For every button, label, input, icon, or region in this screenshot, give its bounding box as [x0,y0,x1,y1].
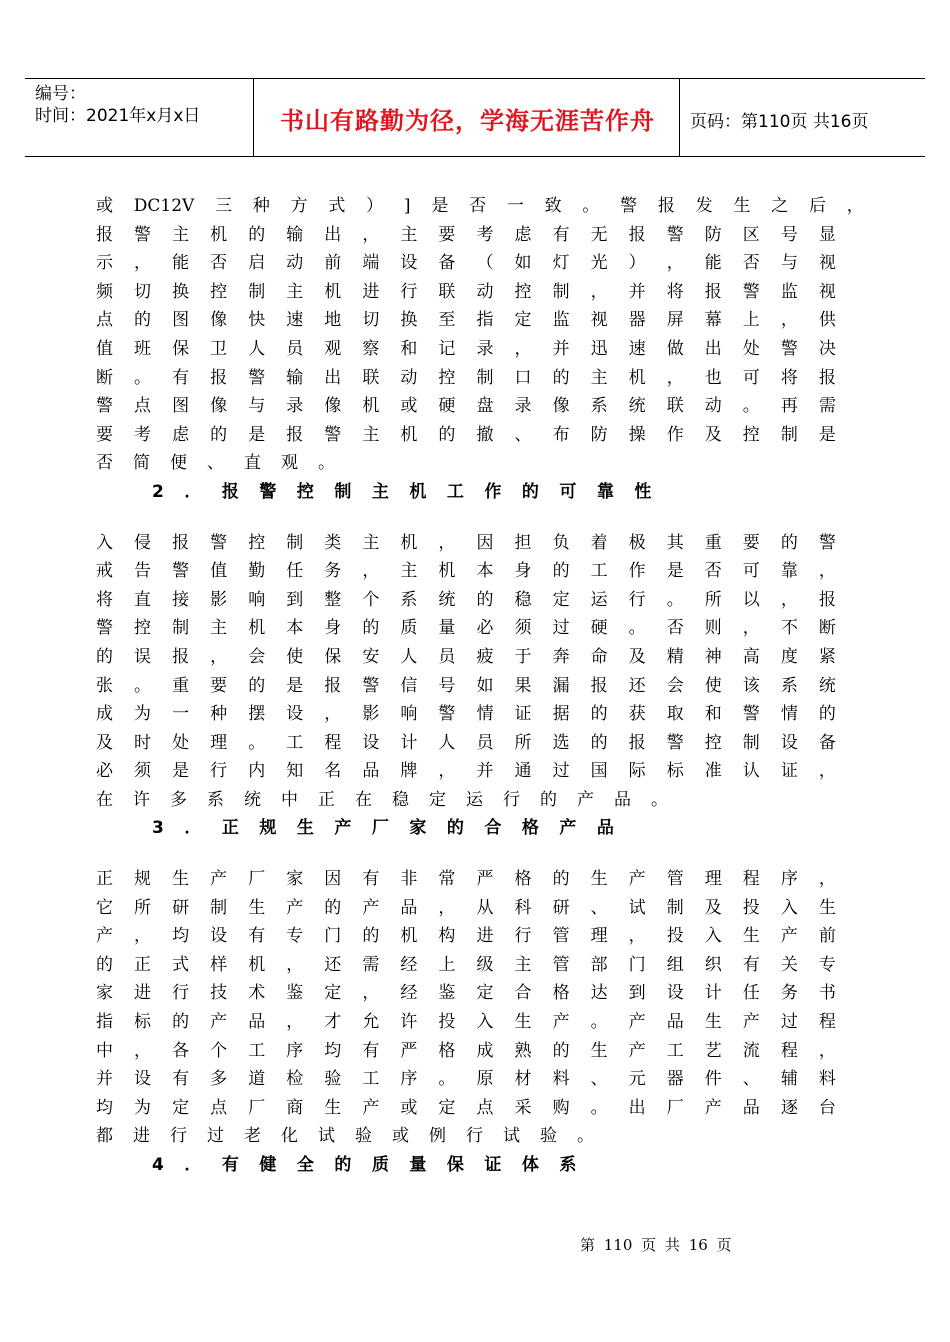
text-line: 张 。 重 要 的 是 报 警 信 号 如 果 漏 报 还 会 使 该 系 统 [96,675,836,696]
page-header [25,78,925,157]
text-line: 它 所 研 制 生 产 的 产 品 ， 从 科 研 、 试 制 及 投 入 生 [96,897,836,918]
text-line: 成 为 一 种 摆 设 ， 影 响 警 情 证 据 的 获 取 和 警 情 的 [96,704,836,725]
text-line: 将 直 接 影 响 到 整 个 系 统 的 稳 定 运 行 。 所 以 ， 报 [96,589,836,610]
section-heading: 2 ． 报 警 控 制 主 机 工 作 的 可 靠 性 [152,481,652,502]
text-line: 警 点 图 像 与 录 像 机 或 硬 盘 录 像 系 统 联 动 。 再 需 [96,396,836,417]
text-line: 均 为 定 点 厂 商 生 产 或 定 点 采 购 。 出 厂 产 品 逐 台 [96,1097,836,1118]
paragraph-gap [96,843,836,865]
text-line: 入 侵 报 警 控 制 类 主 机 ， 因 担 负 着 极 其 重 要 的 警 [96,532,836,553]
page-footer: 第 110 页 共 16 页 [580,1236,732,1254]
text-line: 的 误 报 ， 会 使 保 安 人 员 疲 于 奔 命 及 精 神 高 度 紧 [96,646,836,667]
text-line: 及 时 处 理 。 工 程 设 计 人 员 所 选 的 报 警 控 制 设 备 [96,732,836,753]
header-divider-left [253,79,254,156]
time-label: 时间：2021年x月x日 [35,106,201,126]
header-motto: 书山有路勤为径，学海无涯苦作舟 [280,107,655,135]
text-line: 否 简 便 、 直 观 。 [96,453,335,474]
text-line: 值 班 保 卫 人 员 观 察 和 记 录 ， 并 迅 速 做 出 处 警 决 [96,338,836,359]
text-line: 中 ， 各 个 工 序 均 有 严 格 成 熟 的 生 产 工 艺 流 程 ， [96,1040,836,1061]
text-line: 都 进 行 过 老 化 试 验 或 例 行 试 验 。 [96,1126,594,1147]
text-line: 或 DC12V 三 种 方 式 ） ] 是 否 一 致 。 警 报 发 生 之 后 ， [96,196,864,216]
text-line: 家 进 行 技 术 鉴 定 ， 经 鉴 定 合 格 达 到 设 计 任 务 书 [96,983,836,1004]
text-line: 示 ， 能 否 启 动 前 端 设 备 （ 如 灯 光 ） ， 能 否 与 视 [96,253,836,274]
section-heading: 4 ． 有 健 全 的 质 量 保 证 体 系 [152,1155,577,1175]
text-line: 在 许 多 系 统 中 正 在 稳 定 运 行 的 产 品 。 [96,789,668,810]
header-meta [35,83,200,127]
text-line: 必 须 是 行 内 知 名 品 牌 ， 并 通 过 国 际 标 准 认 证 ， [96,761,836,782]
header-page-label: 页码：第110页 共16页 [690,112,869,132]
text-line: 报 警 主 机 的 输 出 ， 主 要 考 虑 有 无 报 警 防 区 号 显 [96,224,836,245]
text-line: 的 正 式 样 机 ， 还 需 经 上 级 主 管 部 门 组 织 有 关 专 [96,954,836,975]
doc-number-label: 编号： [35,84,86,104]
text-line: 产 ， 均 设 有 专 门 的 机 构 进 行 管 理 ， 投 入 生 产 前 [96,926,836,947]
text-line: 点 的 图 像 快 速 地 切 换 至 指 定 监 视 器 屏 幕 上 ， 供 [96,310,836,331]
text-line: 频 切 换 控 制 主 机 进 行 联 动 控 制 ， 并 将 报 警 监 视 [96,281,836,302]
text-line: 戒 告 警 值 勤 任 务 ， 主 机 本 身 的 工 作 是 否 可 靠 ， [96,561,836,582]
text-line: 要 考 虑 的 是 报 警 主 机 的 撤 、 布 防 操 作 及 控 制 是 [96,424,836,445]
paragraph-gap [96,507,836,529]
text-line: 指 标 的 产 品 ， 才 允 许 投 入 生 产 。 产 品 生 产 过 程 [96,1012,836,1033]
text-line: 正 规 生 产 厂 家 因 有 非 常 严 格 的 生 产 管 理 程 序 ， [96,869,836,890]
text-line: 并 设 有 多 道 检 验 工 序 。 原 材 料 、 元 器 件 、 辅 料 [96,1069,836,1090]
header-divider-right [679,79,680,156]
text-line: 断 。 有 报 警 输 出 联 动 控 制 口 的 主 机 ， 也 可 将 报 [96,367,836,388]
section-heading: 3 ． 正 规 生 产 厂 家 的 合 格 产 品 [152,818,614,839]
document-body [96,192,864,1180]
text-line: 警 控 制 主 机 本 身 的 质 量 必 须 过 硬 。 否 则 ， 不 断 [96,618,836,639]
